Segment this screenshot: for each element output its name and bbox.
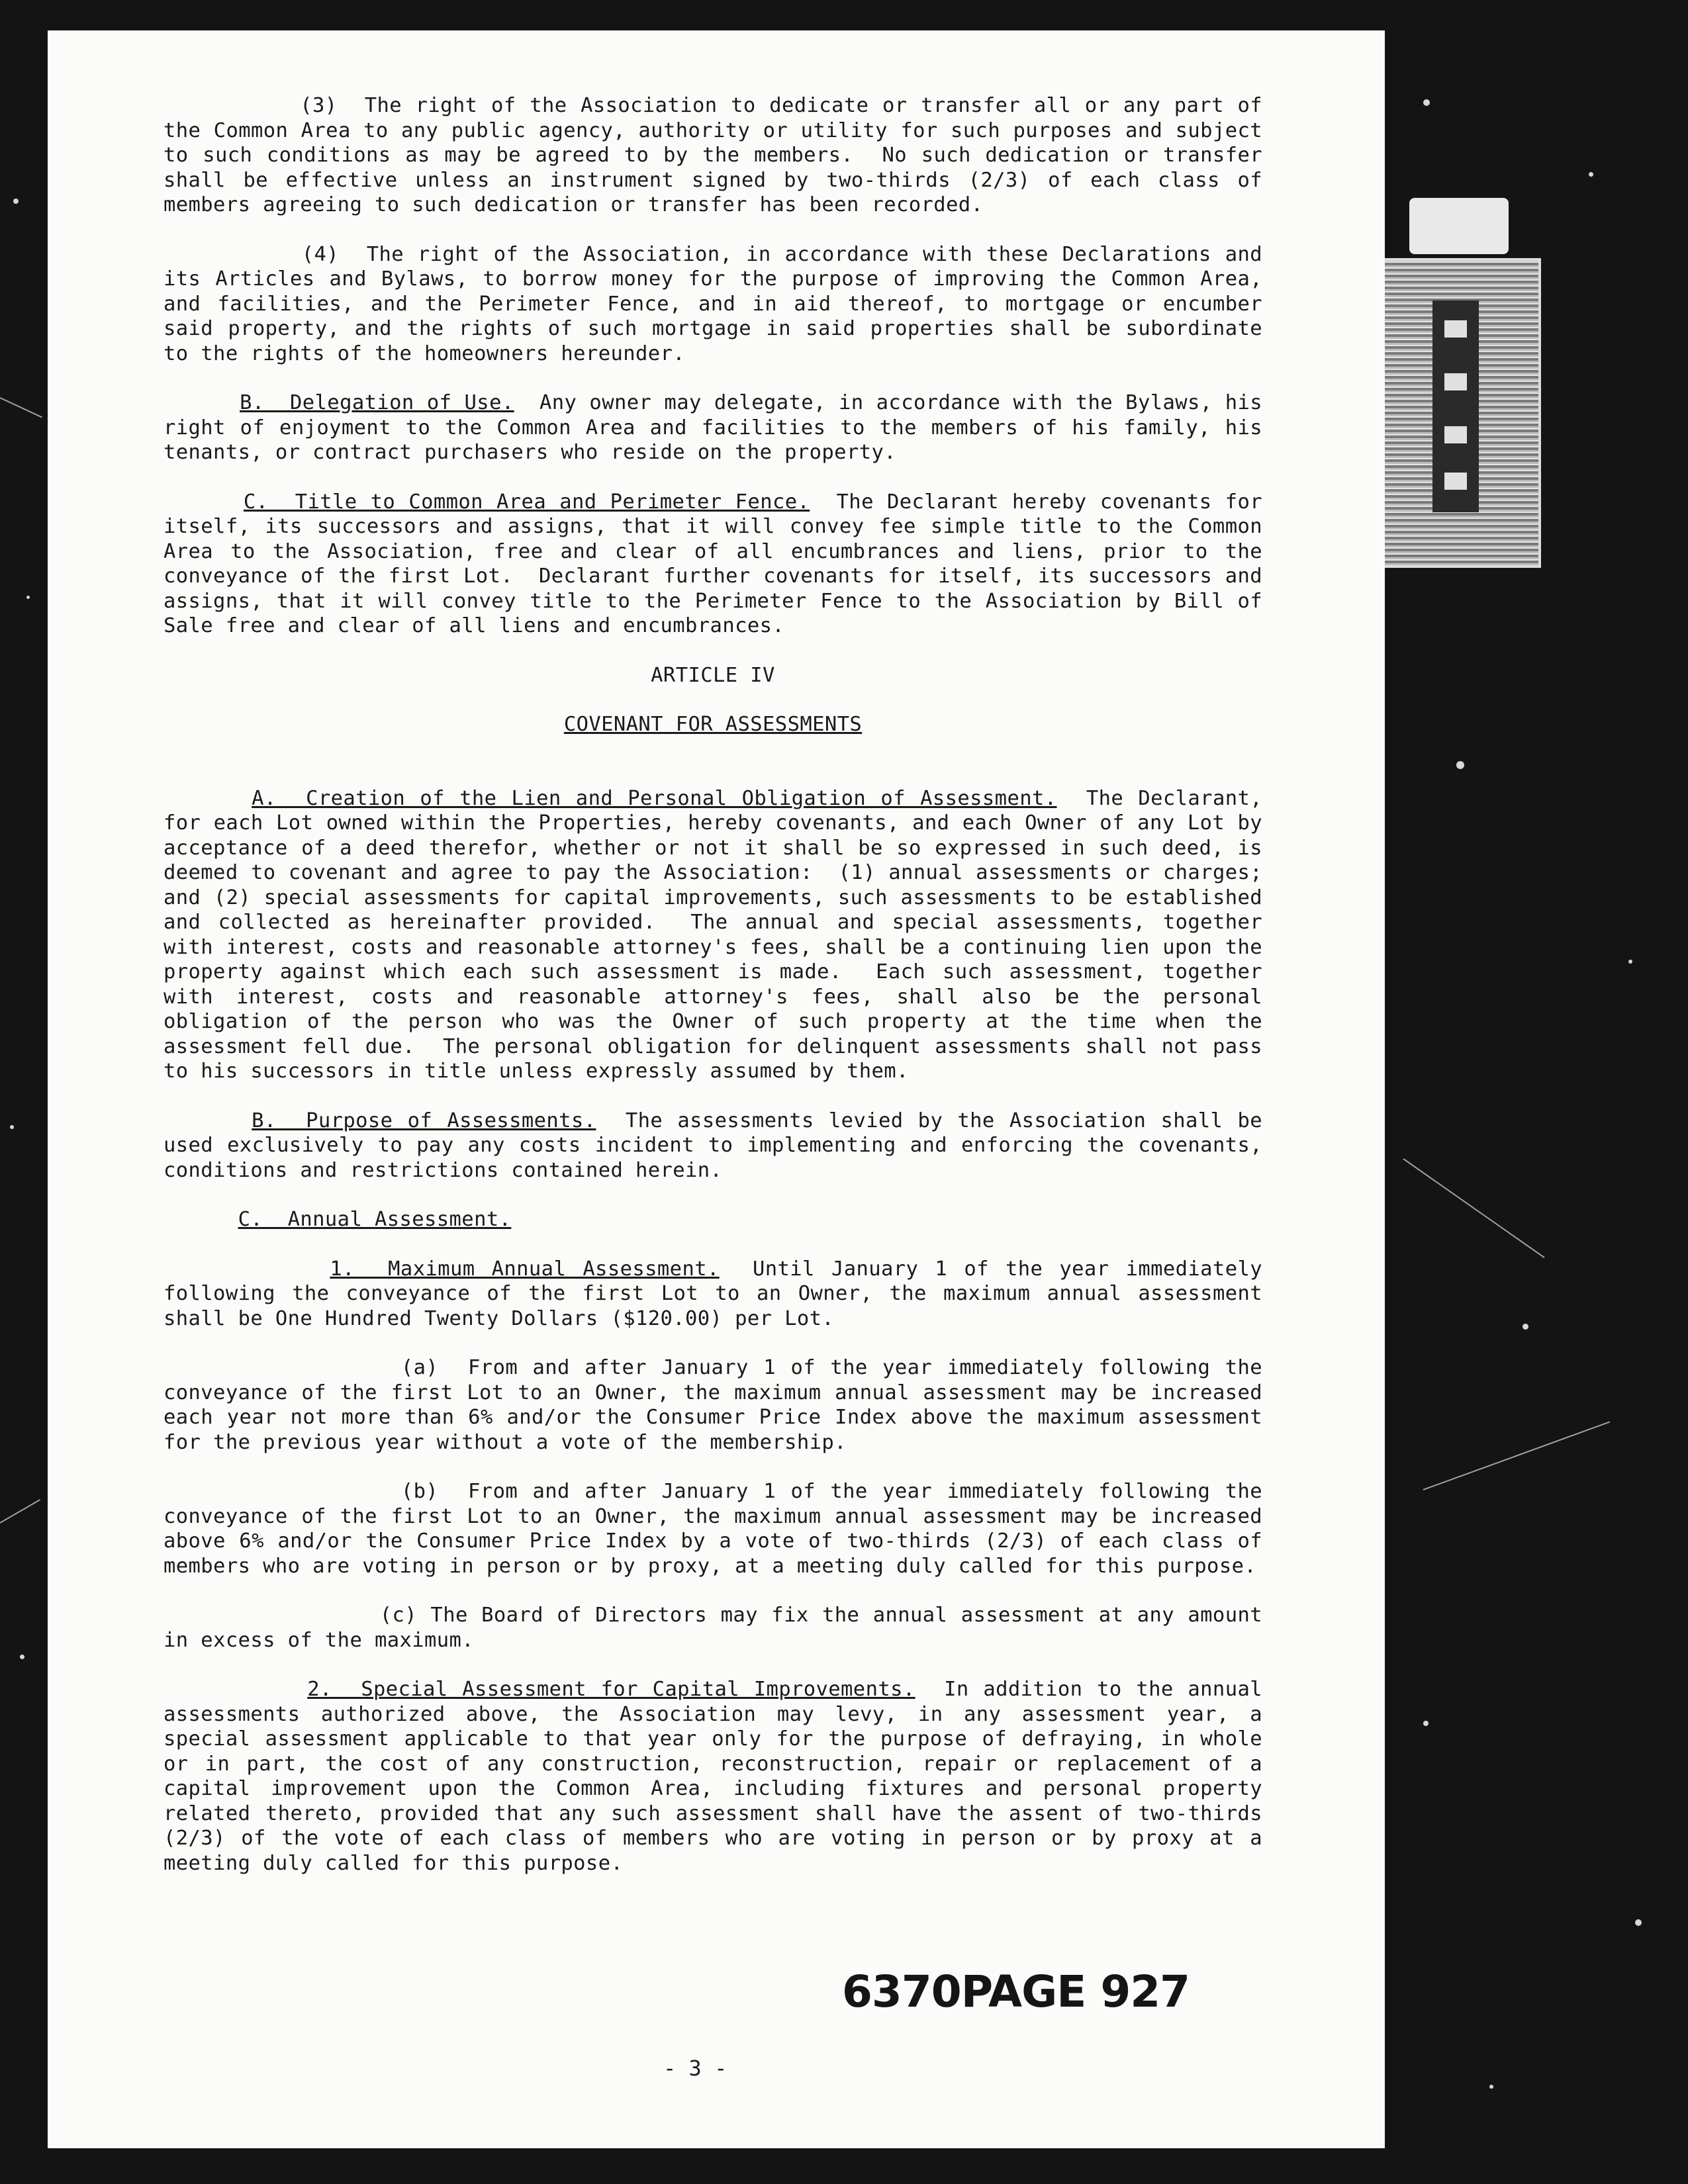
scan-artifact-device <box>1374 258 1541 568</box>
article-title <box>164 712 1262 737</box>
paragraph-a2 <box>164 1677 1275 1876</box>
paragraph-heading: 2. Special Assessment for Capital Improvements. <box>307 1678 915 1701</box>
document-page <box>48 30 1385 2148</box>
paragraph-aC <box>164 1207 1262 1232</box>
paragraph-heading: 1. Maximum Annual Assessment. <box>330 1257 720 1281</box>
paragraph-pC <box>164 490 1275 639</box>
paragraph-pB <box>164 390 1275 465</box>
page-body <box>164 93 1275 1900</box>
paragraph-p4 <box>164 242 1275 367</box>
paragraph-a1 <box>164 1257 1275 1332</box>
paragraph-text: (b) From and after January 1 of the year immediately following the conveyance of the first Lot to an Owner, the maximum annual assessment may be increased above 6% and/or the Consumer Price Index by a vote of two-thirds (2/3) of each class of members who are voting in person or by proxy, at a meeting duly called for this purpose. <box>164 1480 1275 1578</box>
paragraph-text: Any owner may delegate, in accordance with the Bylaws, his right of enjoyment to the Common Area and facilities to the members of his family, his tenants, or contract purchasers who reside on the property. <box>164 391 1275 464</box>
paragraph-text: The assessments levied by the Association shall be used exclusively to pay any costs incident to implementing and enforcing the covenants, conditions and restrictions contained herein. <box>164 1109 1275 1182</box>
paragraph-heading: C. Title to Common Area and Perimeter Fence. <box>243 490 810 514</box>
paragraph-p3 <box>164 93 1275 218</box>
paragraph-text: In addition to the annual assessments authorized above, the Association may levy, in any assessment year, a special assessment applicable to that year only for the purpose of defraying, in whole or in part, the cost of any construction, reconstruction, repair or replacement of a capital improvement upon the Common Area, including fixtures and personal property related thereto, provided that any such assessment shall have the assent of two-thirds (2/3) of the vote of each class of members who are voting in person or by proxy at a meeting duly called for this purpose. <box>164 1678 1275 1875</box>
paragraph-text: (a) From and after January 1 of the year immediately following the conveyance of the first Lot to an Owner, the maximum annual assessment may be increased each year not more than 6% and/or the Consumer Price Index above the maximum assessment for the previous year without a vote of the membership. <box>164 1356 1275 1454</box>
paragraph-ac <box>164 1603 1275 1653</box>
page-number: - 3 - <box>663 2056 727 2081</box>
paragraph-text: (4) The right of the Association, in accordance with these Declarations and its Articles and Bylaws, to borrow money for the purpose of improving the Common Area, and facilities, and the Perimeter Fence, and in aid thereof, to mortgage or encumber said property, and the rights of such mortgage in said properties shall be subordinate to the rights of the homeowners hereunder. <box>164 242 1275 365</box>
paragraph-heading: B. Purpose of Assessments. <box>252 1109 596 1132</box>
article-number: ARTICLE IV <box>651 663 775 687</box>
paragraph-text: The Declarant hereby covenants for itself, its successors and assigns, that it will convey fee simple title to the Common Area to the Association, free and clear of all encumbrances and liens, prior to the conveyance of the first Lot. Declarant further covenants for itself, its successors and assigns, that it will convey title to the Perimeter Fence to the Association by Bill of Sale free and clear of all liens and encumbrances. <box>164 490 1275 637</box>
paragraph-text: The Declarant, for each Lot owned within the Properties, hereby covenants, and each Owner of any Lot by acceptance of a deed therefor, whether or not it shall be so expressed in such deed, is deemed to covenant and agree to pay the Association: (1) annual assessments or charges; and (2) special assessments for capital improvements, such assessments to be established and collected as hereinafter provided. The annual and special assessments, together with interest, costs and reasonable attorney's fees, shall be a continuing lien upon the property against which each such assessment is made. Each such assessment, together with interest, costs and reasonable attorney's fees, shall also be the personal obligation of the person who was the Owner of such property at the time when the assessment fell due. The personal obligation for delinquent assessments shall not pass to his successors in title unless expressly assumed by them. <box>164 786 1275 1083</box>
paragraph-ab <box>164 1479 1275 1578</box>
paragraph-aB <box>164 1109 1275 1183</box>
paragraph-heading: B. Delegation of Use. <box>240 391 514 414</box>
paragraph-aA <box>164 786 1275 1084</box>
paragraph-heading: C. Annual Assessment. <box>238 1208 512 1231</box>
recording-reference: 6370PAGE 927 <box>842 1966 1190 2017</box>
paragraph-text: (c) The Board of Directors may fix the annual assessment at any amount in excess of the maximum. <box>164 1604 1275 1652</box>
article-title-text: COVENANT FOR ASSESSMENTS <box>563 713 863 736</box>
paragraph-aa <box>164 1355 1275 1455</box>
paragraph-text: (3) The right of the Association to dedicate or transfer all or any part of the Common Area to any public agency, authority or utility for such purposes and subject to such conditions as may be agreed to by the members. No such dedication or transfer shall be effective unless an instrument signed by two-thirds (2/3) of each class of members agreeing to such dedication or transfer has been recorded. <box>164 94 1275 216</box>
paragraph-heading: A. Creation of the Lien and Personal Obligation of Assessment. <box>252 786 1057 810</box>
paragraph-text: Until January 1 of the year immediately following the conveyance of the first Lot to an Owner, the maximum annual assessment shall be One Hundred Twenty Dollars ($120.00) per Lot. <box>164 1257 1275 1330</box>
